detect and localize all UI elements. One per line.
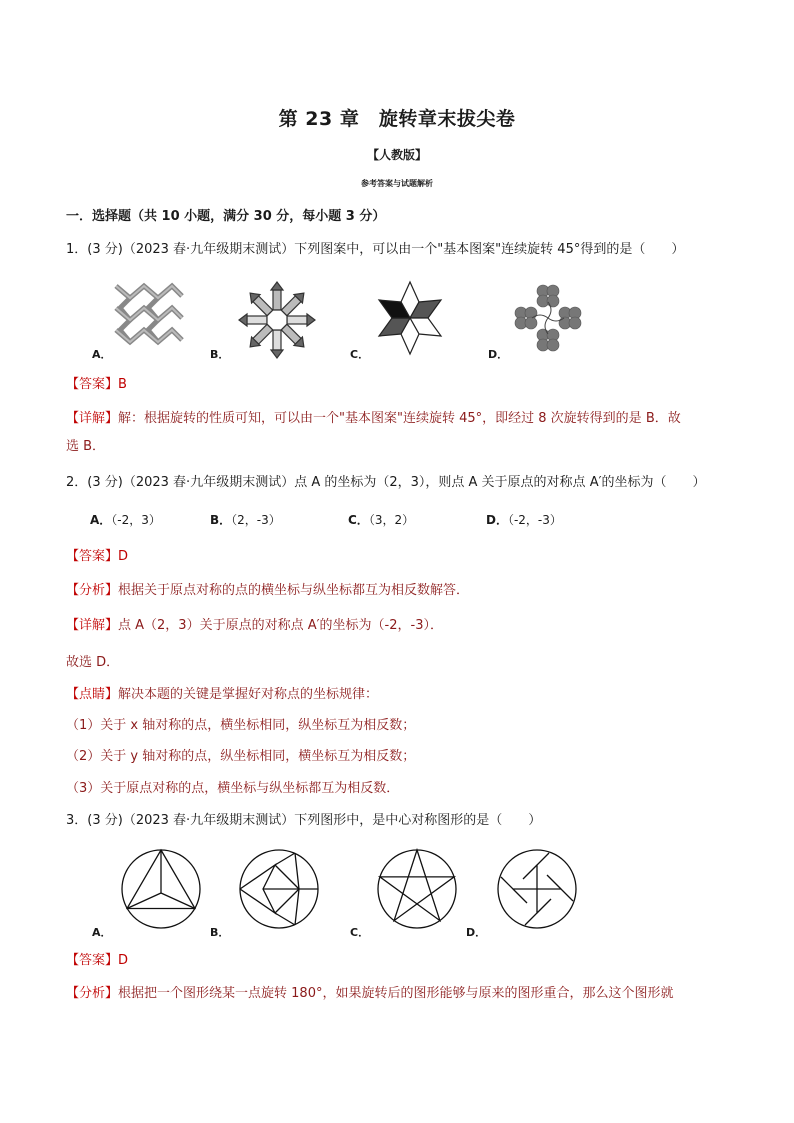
page-title: 第 23 章 旋转章末拔尖卷: [278, 108, 516, 130]
question-1: [66, 241, 684, 259]
question-text: 点 A 的坐标为（2，3），则点 A 关于原点的对称点 A′的坐标为（ ）: [294, 475, 706, 490]
q3-answer: [66, 952, 128, 970]
question-source: （2023 春·九年级期末测试）: [122, 475, 295, 490]
q3-analysis: [66, 985, 673, 1003]
q3-option-c-label: C．: [350, 926, 370, 939]
detail-tag: 【详解】: [66, 618, 119, 633]
answer-value: B: [118, 377, 127, 392]
q2-option-b: B．（2，-3）: [210, 513, 281, 527]
question-2: [66, 474, 706, 492]
q3-figure-a: [120, 848, 202, 930]
analysis-tag: 【分析】: [66, 986, 119, 1001]
q1-answer: [66, 376, 127, 394]
q2-option-a: A．（-2，3）: [90, 513, 161, 527]
question-score: (3 分): [87, 242, 123, 257]
q2-detail: [66, 617, 443, 635]
q2-conclusion: 故选 D．: [66, 655, 120, 670]
q1-figure-d: [510, 280, 586, 356]
detail-text: 解：根据旋转的性质可知，可以由一个"基本图案"连续旋转 45°，即经过 8 次旋转得到的是 B．故: [118, 411, 681, 426]
q1-detail-line-1: [66, 410, 681, 428]
question-text: 下列图形中，是中心对称图形的是（ ）: [294, 813, 542, 828]
q1-option-b-label: B．: [210, 348, 230, 361]
q3-figure-d: [496, 848, 578, 930]
q3-figure-c: [376, 848, 458, 930]
q1-option-c-label: C．: [350, 348, 370, 361]
q1-detail-line-2: 选 B．: [66, 439, 106, 454]
comment-tag: 【点睛】: [66, 687, 119, 702]
q1-figure-c: [370, 278, 450, 358]
question-source: （2023 春·九年级期末测试）: [122, 242, 295, 257]
question-number: 3．: [66, 813, 88, 828]
answer-tag: 【答案】: [66, 377, 119, 392]
question-score: (3 分): [87, 813, 123, 828]
answer-tag: 【答案】: [66, 953, 119, 968]
q2-option-c: C．（3，2）: [348, 513, 415, 527]
q1-figure-b: [234, 280, 320, 360]
answer-tag: 【答案】: [66, 549, 119, 564]
question-text: 下列图案中，可以由一个"基本图案"连续旋转 45°得到的是（ ）: [294, 242, 685, 257]
q3-option-d-label: D．: [466, 926, 487, 939]
question-number: 1．: [66, 242, 88, 257]
q2-comment: [66, 686, 378, 704]
detail-text: 点 A（2，3）关于原点的对称点 A′的坐标为（-2，-3）．: [118, 618, 443, 633]
q1-option-d-label: D．: [488, 348, 509, 361]
q3-option-a-label: A．: [92, 926, 112, 939]
question-source: （2023 春·九年级期末测试）: [122, 813, 295, 828]
analysis-text: 根据把一个图形绕某一点旋转 180°，如果旋转后的图形能够与原来的图形重合，那么这个图形就: [118, 986, 674, 1001]
question-number: 2．: [66, 475, 88, 490]
q2-rule-1: （1）关于 x 轴对称的点，横坐标相同，纵坐标互为相反数；: [66, 718, 416, 733]
question-3: [66, 812, 541, 830]
q1-option-a-label: A．: [92, 348, 112, 361]
detail-tag: 【详解】: [66, 411, 119, 426]
q3-option-b-label: B．: [210, 926, 230, 939]
answer-value: D: [118, 953, 129, 968]
analysis-text: 根据关于原点对称的点的横坐标与纵坐标都互为相反数解答．: [118, 583, 470, 598]
q2-rule-2: （2）关于 y 轴对称的点，纵坐标相同，横坐标互为相反数；: [66, 749, 416, 764]
comment-text: 解决本题的关键是掌握好对称点的坐标规律：: [118, 687, 379, 702]
q3-figure-b: [238, 848, 320, 930]
section-heading: 一．选择题（共 10 小题，满分 30 分，每小题 3 分）: [66, 209, 386, 224]
q1-figure-a: [112, 278, 186, 352]
answer-key-subtitle: 参考答案与试题解析: [361, 179, 433, 188]
q2-rule-3: （3）关于原点对称的点，横坐标与纵坐标都互为相反数．: [66, 781, 400, 796]
edition-label: 【人教版】: [366, 148, 427, 162]
answer-value: D: [118, 549, 129, 564]
q2-answer: [66, 548, 128, 566]
question-score: (3 分): [87, 475, 123, 490]
q2-analysis: [66, 582, 469, 600]
q2-option-d: D．（-2，-3）: [486, 513, 562, 527]
analysis-tag: 【分析】: [66, 583, 119, 598]
